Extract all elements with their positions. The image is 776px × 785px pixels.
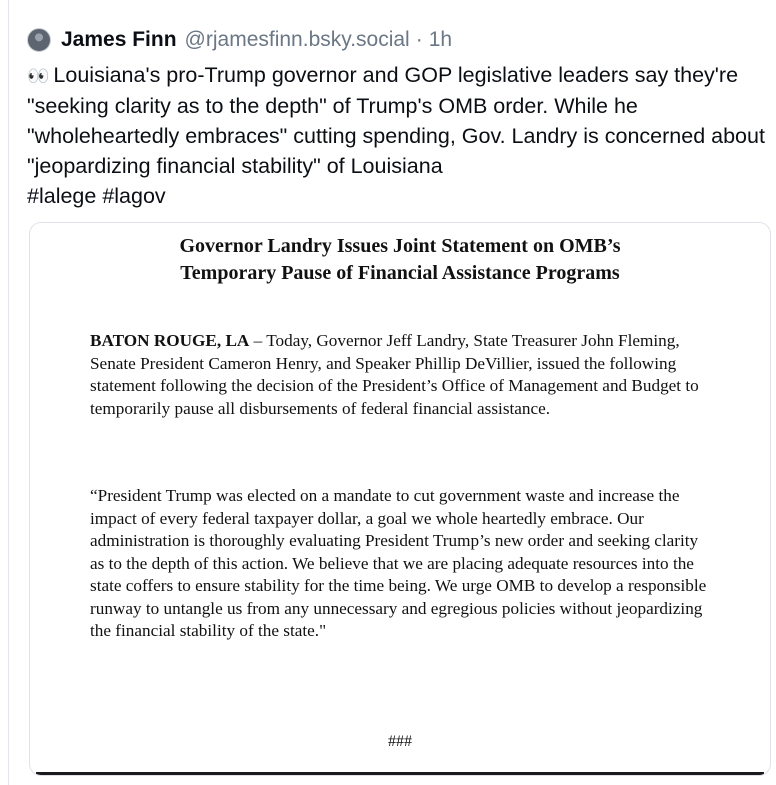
- embedded-image[interactable]: [29, 222, 771, 776]
- dateline: BATON ROUGE, LA: [90, 331, 250, 350]
- hashtag-lalege[interactable]: #lalege: [27, 184, 97, 208]
- press-release-document: [30, 223, 770, 775]
- author-display-name[interactable]: James Finn: [61, 28, 177, 51]
- eyes-emoji-icon: 👀: [27, 66, 50, 86]
- document-title: [30, 233, 770, 287]
- document-title-line-2: Temporary Pause of Financial Assistance Programs: [180, 262, 620, 284]
- hashtag-lagov[interactable]: #lagov: [102, 184, 166, 208]
- separator: ·: [415, 28, 423, 51]
- post-timestamp[interactable]: 1h: [428, 28, 453, 51]
- embed-bottom-divider: [36, 772, 764, 775]
- document-quote: “President Trump was elected on a mandate to cut government waste and increase the impact of every federal taxpayer dollar, a goal we whole heartedly embrace. Our administration is thoroughly evaluating President Trump’s new order and seeking clarity as to the depth of this action. We believe that we are placing adequate resources into the state coffers to ensure stability for the time being. We urge OMB to develop a responsible runway to untangle us from any unnecessary and egregious policies without jeopardizing the financial stability of the state.": [90, 486, 707, 640]
- post-header: [27, 24, 452, 56]
- document-title-line-1: Governor Landry Issues Joint Statement on OMB’s: [179, 235, 621, 257]
- post-body: Louisiana's pro-Trump governor and GOP legislative leaders say they're "seeking clarity as to the depth" of Trump's OMB order. While he "wholeheartedly embraces" cutting spending, Gov. Landry is concerned about "jeopardizing financial stability" of Louisiana: [27, 63, 765, 178]
- paragraph-1-text: – Today, Governor Jeff Landry, State Treasurer John Fleming, Senate President Cameron Henry, and Speaker Phillip DeVillier, issued the following statement following the decision of the President’s Office of Management and Budget to temporarily pause all disbursements of federal financial assistance.: [90, 331, 699, 418]
- post-text: [27, 60, 775, 211]
- avatar[interactable]: [27, 28, 51, 52]
- document-end-mark: ###: [388, 733, 412, 750]
- author-handle[interactable]: @rjamesfinn.bsky.social: [184, 28, 410, 51]
- post-card[interactable]: [8, 0, 776, 785]
- document-paragraph-1: [90, 330, 710, 420]
